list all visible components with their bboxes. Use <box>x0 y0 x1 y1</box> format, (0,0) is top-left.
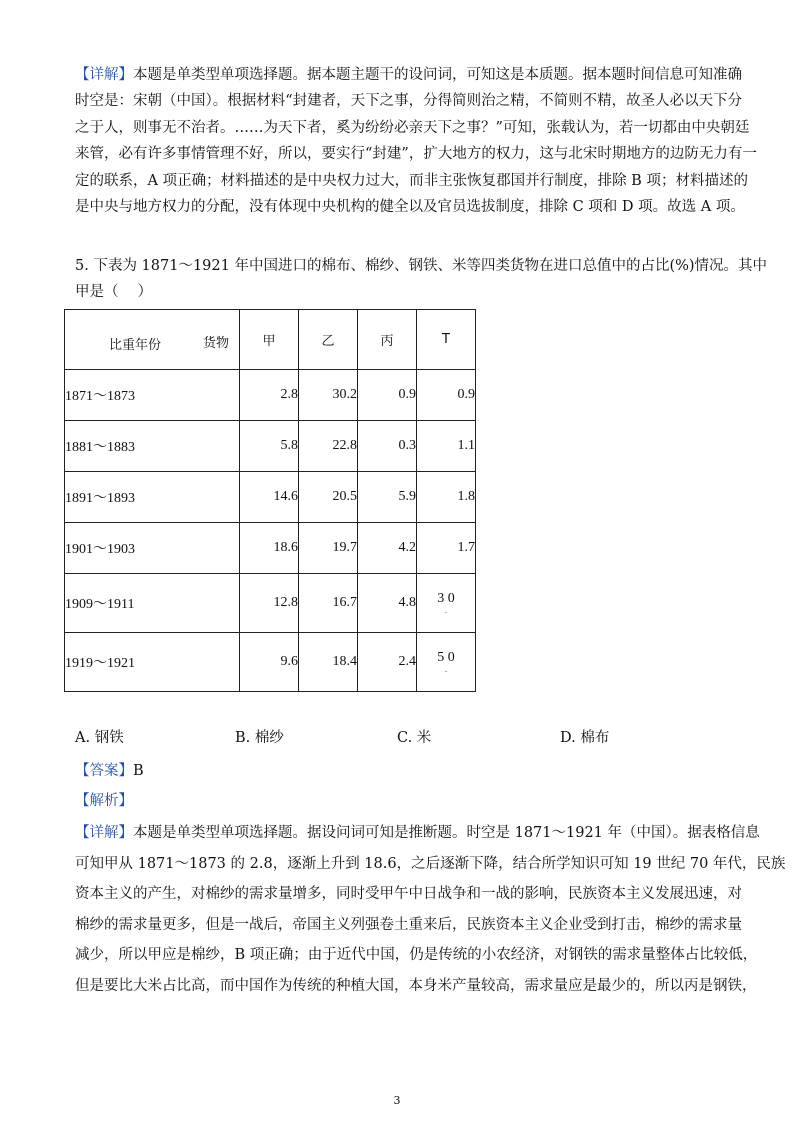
table-corner-header <box>65 310 240 370</box>
table-row <box>65 472 476 523</box>
value-cell: 1.7 <box>417 523 476 574</box>
value-cell: 18.4 <box>299 633 358 692</box>
value-cell-garbled: 5 0 . <box>417 633 476 692</box>
value-cell: 0.9 <box>417 370 476 421</box>
period-cell: 1871～1873 <box>65 370 240 421</box>
text-line: 5. 下表为 1871～1921 年中国进口的棉布、棉纱、钢铁、米等四类货物在进口总值中的占比(%)情况。其中 <box>75 258 768 274</box>
explanation-paragraph-2 <box>75 818 786 1001</box>
text-line: 可知甲从 1871～1873 的 2.8，逐渐上升到 18.6，之后逐渐下降，结合所学知识可知 19 世纪 70 年代，民族 <box>75 855 786 872</box>
text-line: 减少，所以甲应是棉纱，B 项正确；由于近代中国，仍是传统的小农经济，对钢铁的需求量整体占比较低， <box>75 947 758 963</box>
analysis-heading <box>75 790 133 812</box>
value-cell: 12.8 <box>240 574 299 633</box>
period-cell: 1919～1921 <box>65 633 240 692</box>
value-cell-garbled: 3 0 . <box>417 574 476 633</box>
value-cell: 4.8 <box>358 574 417 633</box>
analysis-tag: 【解析】 <box>75 793 133 809</box>
value-cell: 22.8 <box>299 421 358 472</box>
column-header-bing: 丙 <box>358 310 417 370</box>
option-b: B. 棉纱 <box>235 730 284 746</box>
value-cell: 5.9 <box>358 472 417 523</box>
option-d: D. 棉布 <box>560 730 610 746</box>
text-line: 之于人，则事无不治者。……为天下者，奚为纷纷必亲天下之事？”可知，张载认为，若一切都由中央朝廷 <box>75 119 750 136</box>
table-row <box>65 421 476 472</box>
table-header-row <box>65 310 476 370</box>
value-cell: 14.6 <box>240 472 299 523</box>
value-cell: 18.6 <box>240 523 299 574</box>
corner-label-year: 比重年份 <box>109 338 162 353</box>
period-cell: 1891～1893 <box>65 472 240 523</box>
text-line: 是中央与地方权力的分配，没有体现中央机构的健全以及官员选拔制度，排除 C 项和 D 项。故选 A 项。 <box>75 198 745 215</box>
value-cell: 0.9 <box>358 370 417 421</box>
period-cell: 1901～1903 <box>65 523 240 574</box>
text-line: 时空是：宋朝（中国）。根据材料“封建者，天下之事，分得简则治之精，不简则不精，故圣人必以天下分 <box>75 93 743 110</box>
value-cell: 20.5 <box>299 472 358 523</box>
column-header-jia: 甲 <box>240 310 299 370</box>
answer-options <box>75 726 735 752</box>
detail-tag: 【详解】 <box>75 67 133 83</box>
text-line: 来管，必有许多事情管理不好，所以，要实行“封建”，扩大地方的权力，这与北宋时期地方的边防无力有一 <box>75 146 757 163</box>
table-row <box>65 574 476 633</box>
table-row <box>65 370 476 421</box>
detail-tag: 【详解】 <box>75 825 133 841</box>
text-line: 【详解】本题是单类型单项选择题。据本题主题干的设问词，可知这是本质题。据本题时间信息可知准确 <box>75 67 742 83</box>
text-line: 定的联系，A 项正确；材料描述的是中央权力过大，而非主张恢复郡国并行制度，排除 B 项；材料描述的 <box>75 172 748 189</box>
value-cell: 16.7 <box>299 574 358 633</box>
answer-tag: 【答案】 <box>75 763 133 779</box>
column-header-yi: 乙 <box>299 310 358 370</box>
value-cell: 9.6 <box>240 633 299 692</box>
page-number: 3 <box>393 1094 401 1107</box>
text-line: 甲是（ ） <box>75 284 153 301</box>
period-cell: 1909～1911 <box>65 574 240 633</box>
value-cell: 1.1 <box>417 421 476 472</box>
value-cell: 2.4 <box>358 633 417 692</box>
answer-value: B <box>133 763 144 779</box>
import-share-table <box>64 309 476 692</box>
value-cell: 4.2 <box>358 523 417 574</box>
value-cell: 30.2 <box>299 370 358 421</box>
question-5-stem <box>75 253 768 306</box>
value-cell: 19.7 <box>299 523 358 574</box>
value-cell: 5.8 <box>240 421 299 472</box>
text-line: 资本主义的产生，对棉纱的需求量增多，同时受甲午中日战争和一战的影响，民族资本主义发展迅速，对 <box>75 886 742 902</box>
option-a: A. 钢铁 <box>75 730 124 746</box>
value-cell: 2.8 <box>240 370 299 421</box>
answer-line <box>75 760 144 782</box>
explanation-paragraph-1 <box>75 62 757 220</box>
period-cell: 1881～1883 <box>65 421 240 472</box>
option-c: C. 米 <box>397 730 432 746</box>
text-line: 【详解】本题是单类型单项选择题。据设问词可知是推断题。时空是 1871～1921 年（中国）。据表格信息 <box>75 825 760 841</box>
value-cell: 1.8 <box>417 472 476 523</box>
text-line: 棉纱的需求量更多，但是一战后，帝国主义列强卷土重来后，民族资本主义企业受到打击，棉纱的需求量 <box>75 916 742 933</box>
table-row <box>65 523 476 574</box>
corner-label-goods: 货物 <box>203 336 230 351</box>
column-header-ding: T <box>417 310 476 370</box>
value-cell: 0.3 <box>358 421 417 472</box>
text-line: 但是要比大米占比高，而中国作为传统的种植大国，本身米产量较高，需求量应是最少的，所以丙是钢铁， <box>75 977 757 994</box>
table-row <box>65 633 476 692</box>
